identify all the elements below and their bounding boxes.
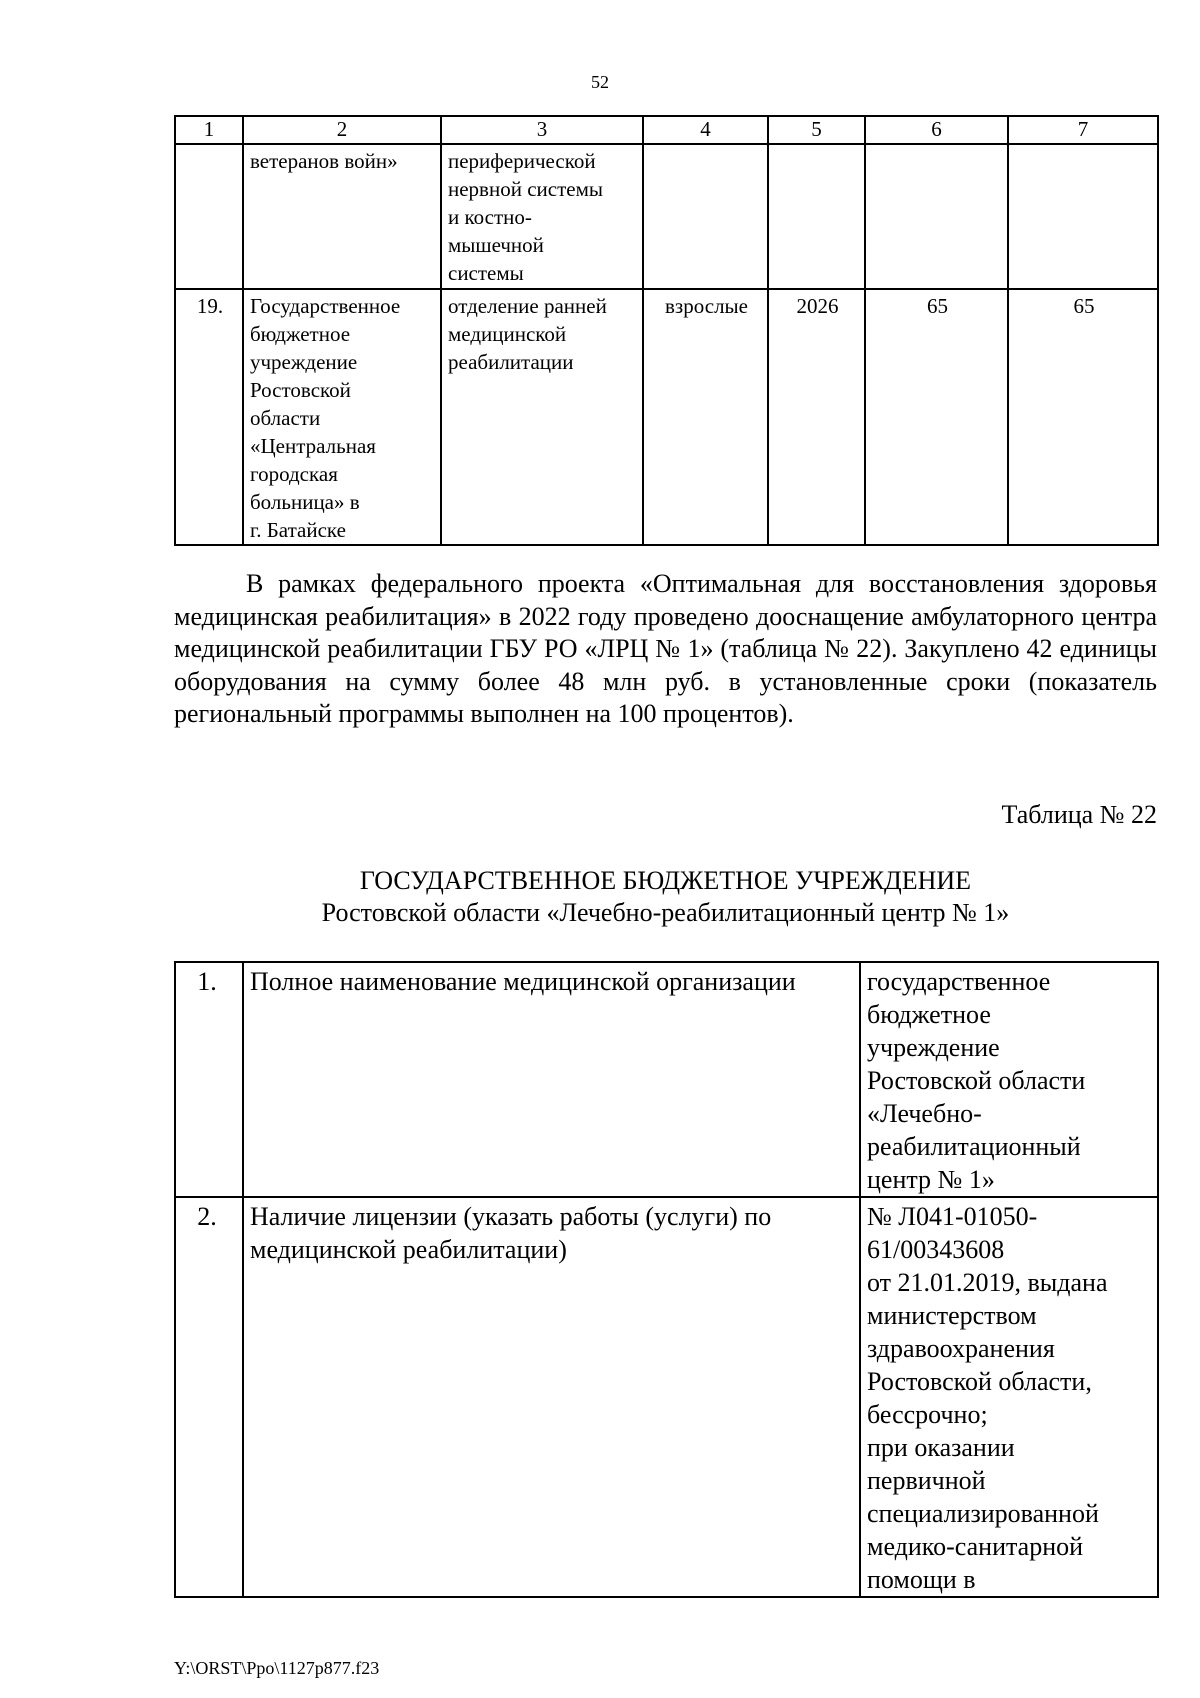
row-value — [860, 962, 1158, 1197]
text-line: «Лечебно- — [867, 1099, 982, 1128]
page-number: 52 — [591, 72, 609, 92]
header-cell: 3 — [441, 116, 643, 144]
text-line: мышечной — [448, 233, 544, 257]
text-line: 61/00343608 — [867, 1235, 1005, 1264]
text-line: Ростовской области — [867, 1066, 1086, 1095]
text-line: специализированной — [867, 1499, 1099, 1528]
header-cell: 5 — [768, 116, 865, 144]
text-line: периферической — [448, 149, 596, 173]
header-cell: 6 — [865, 116, 1008, 144]
header-cell: 1 — [175, 116, 243, 144]
text-line: при оказании — [867, 1433, 1015, 1462]
text-line: первичной — [867, 1466, 986, 1495]
text-line: Полное наименование медицинской организации — [250, 967, 796, 996]
row-number: 1. — [175, 962, 243, 1197]
row-number: 2. — [175, 1197, 243, 1597]
text-line: реабилитационный — [867, 1132, 1081, 1161]
department-cell — [441, 144, 643, 289]
continuation-table — [174, 115, 1159, 546]
text-line: министерством — [867, 1301, 1037, 1330]
text-line: от 21.01.2019, выдана — [867, 1268, 1108, 1297]
contingent-cell: взрослые — [643, 289, 768, 545]
text-line: Государственное — [250, 294, 401, 318]
table-row — [175, 1197, 1158, 1597]
text-line: Наличие лицензии (указать работы (услуги) по — [250, 1202, 772, 1231]
text-line: нервной системы — [448, 177, 603, 201]
row-label — [243, 1197, 860, 1597]
table-row — [175, 289, 1158, 545]
text-line: Ростовской — [250, 378, 351, 402]
year-cell — [768, 144, 865, 289]
text-line: учреждение — [867, 1033, 1000, 1062]
header-cell: 7 — [1008, 116, 1158, 144]
text-line: Ростовской области, — [867, 1367, 1092, 1396]
table-header-row — [175, 116, 1158, 144]
text-line: № Л041-01050- — [867, 1202, 1038, 1231]
department-cell — [441, 289, 643, 545]
header-cell: 4 — [643, 116, 768, 144]
year-cell: 2026 — [768, 289, 865, 545]
text-line: здравоохранения — [867, 1334, 1055, 1363]
text-line: бессрочно; — [867, 1400, 988, 1429]
paragraph-text: В рамках федерального проекта «Оптимальная для восстановления здоровья медицинская реабилитация» в 2022 году проведено дооснащение амбулаторного центра медицинской реабилитации ГБУ РО «ЛРЦ № 1» (таблица № 22). Закуплено 42 единицы оборудования на сумму более 48 млн руб. в установленные сроки (показатель региональный программы выполнен на 100 процентов). — [174, 569, 1157, 728]
table-caption: Таблица № 22 — [1001, 800, 1157, 829]
text-line: системы — [448, 261, 524, 285]
text-line: реабилитации — [448, 350, 574, 374]
footer-file-path: Y:\ORST\Ppo\1127p877.f23 — [174, 1658, 380, 1678]
table-title-line-2: Ростовской области «Лечебно-реабилитационный центр № 1» — [321, 898, 1010, 927]
organization-cell — [243, 144, 441, 289]
row-value — [860, 1197, 1158, 1597]
row-number — [175, 144, 243, 289]
table-row — [175, 144, 1158, 289]
text-line: городская — [250, 462, 338, 486]
header-cell: 2 — [243, 116, 441, 144]
row-label — [243, 962, 860, 1197]
organization-cell — [243, 289, 441, 545]
text-line: области — [250, 406, 321, 430]
body-paragraph — [174, 568, 1157, 731]
organization-info-table — [174, 961, 1159, 1598]
text-line: центр № 1» — [867, 1165, 995, 1194]
text-line: «Центральная — [250, 434, 376, 458]
contingent-cell — [643, 144, 768, 289]
text-line: и костно- — [448, 205, 532, 229]
value7-cell: 65 — [1008, 289, 1158, 545]
text-line: медико-санитарной — [867, 1532, 1084, 1561]
value7-cell — [1008, 144, 1158, 289]
text-line: государственное — [867, 967, 1051, 996]
value6-cell: 65 — [865, 289, 1008, 545]
text-line: г. Батайске — [250, 518, 346, 542]
text-line: отделение ранней — [448, 294, 607, 318]
text-line: медицинской реабилитации) — [250, 1235, 567, 1264]
table-title-line-1: ГОСУДАРСТВЕННОЕ БЮДЖЕТНОЕ УЧРЕЖДЕНИЕ — [359, 866, 972, 895]
text-line: учреждение — [250, 350, 358, 374]
value6-cell — [865, 144, 1008, 289]
text-line: ветеранов войн» — [250, 149, 398, 173]
text-line: медицинской — [448, 322, 567, 346]
text-line: больница» в — [250, 490, 360, 514]
table-row — [175, 962, 1158, 1197]
text-line: бюджетное — [250, 322, 351, 346]
text-line: помощи в — [867, 1565, 976, 1594]
row-number: 19. — [175, 289, 243, 545]
text-line: бюджетное — [867, 1000, 991, 1029]
